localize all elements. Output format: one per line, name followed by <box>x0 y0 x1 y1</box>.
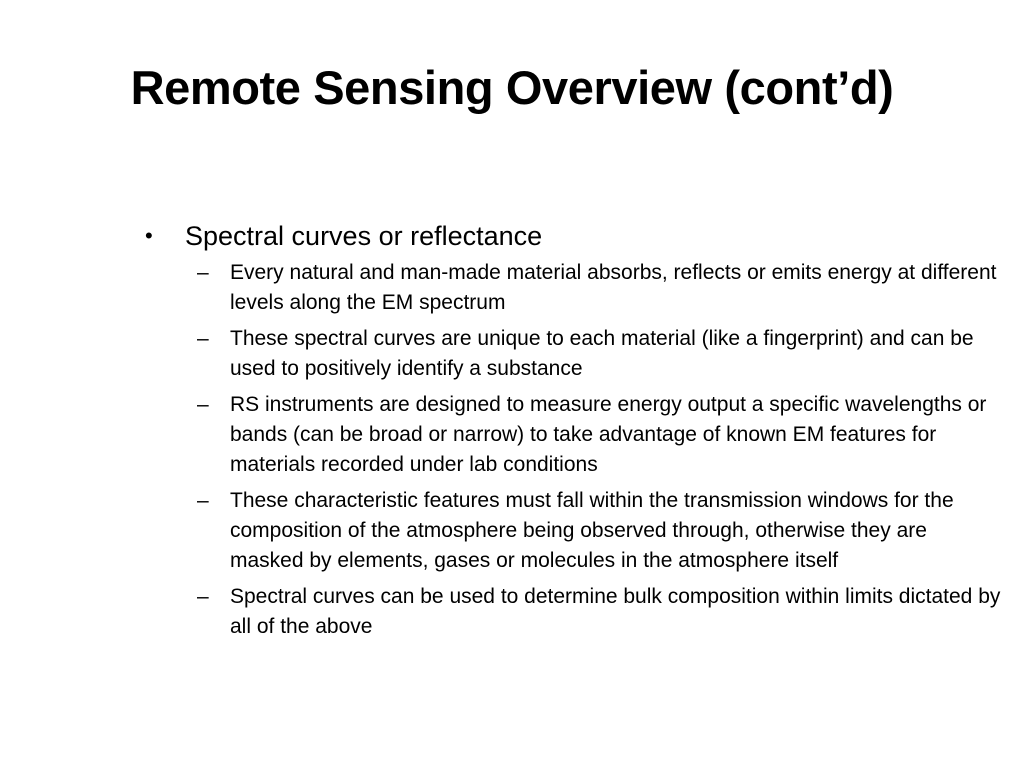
dash-marker: – <box>197 327 209 350</box>
sub-bullet-text: These characteristic features must fall within the transmission windows for the composition of the atmosphere being observed through, otherwise they are masked by elements, gases or molecules in the atmosphere itself <box>230 489 954 572</box>
sub-bullet <box>197 486 1005 576</box>
sub-bullet-text: Every natural and man-made material absorbs, reflects or emits energy at different levels along the EM spectrum <box>230 261 997 314</box>
sub-bullet <box>197 582 1005 642</box>
sub-bullet-text: Spectral curves can be used to determine bulk composition within limits dictated by all of the above <box>230 585 1001 638</box>
main-bullet-text: Spectral curves or reflectance <box>185 221 543 251</box>
slide-content <box>145 218 1005 648</box>
sub-bullet-text: These spectral curves are unique to each material (like a fingerprint) and can be used to positively identify a substance <box>230 327 974 380</box>
dash-marker: – <box>197 489 209 512</box>
sub-bullet-list <box>197 258 1005 642</box>
bullet-marker: • <box>145 223 153 248</box>
sub-bullet <box>197 258 1005 318</box>
sub-bullet-text: RS instruments are designed to measure energy output a specific wavelengths or bands (can be broad or narrow) to take advantage of known EM features for materials recorded under lab conditions <box>230 393 987 476</box>
sub-bullet <box>197 390 1005 480</box>
sub-bullet <box>197 324 1005 384</box>
slide-title: Remote Sensing Overview (cont’d) <box>130 61 894 114</box>
dash-marker: – <box>197 585 209 608</box>
dash-marker: – <box>197 393 209 416</box>
main-bullet <box>145 218 1005 254</box>
dash-marker: – <box>197 261 209 284</box>
